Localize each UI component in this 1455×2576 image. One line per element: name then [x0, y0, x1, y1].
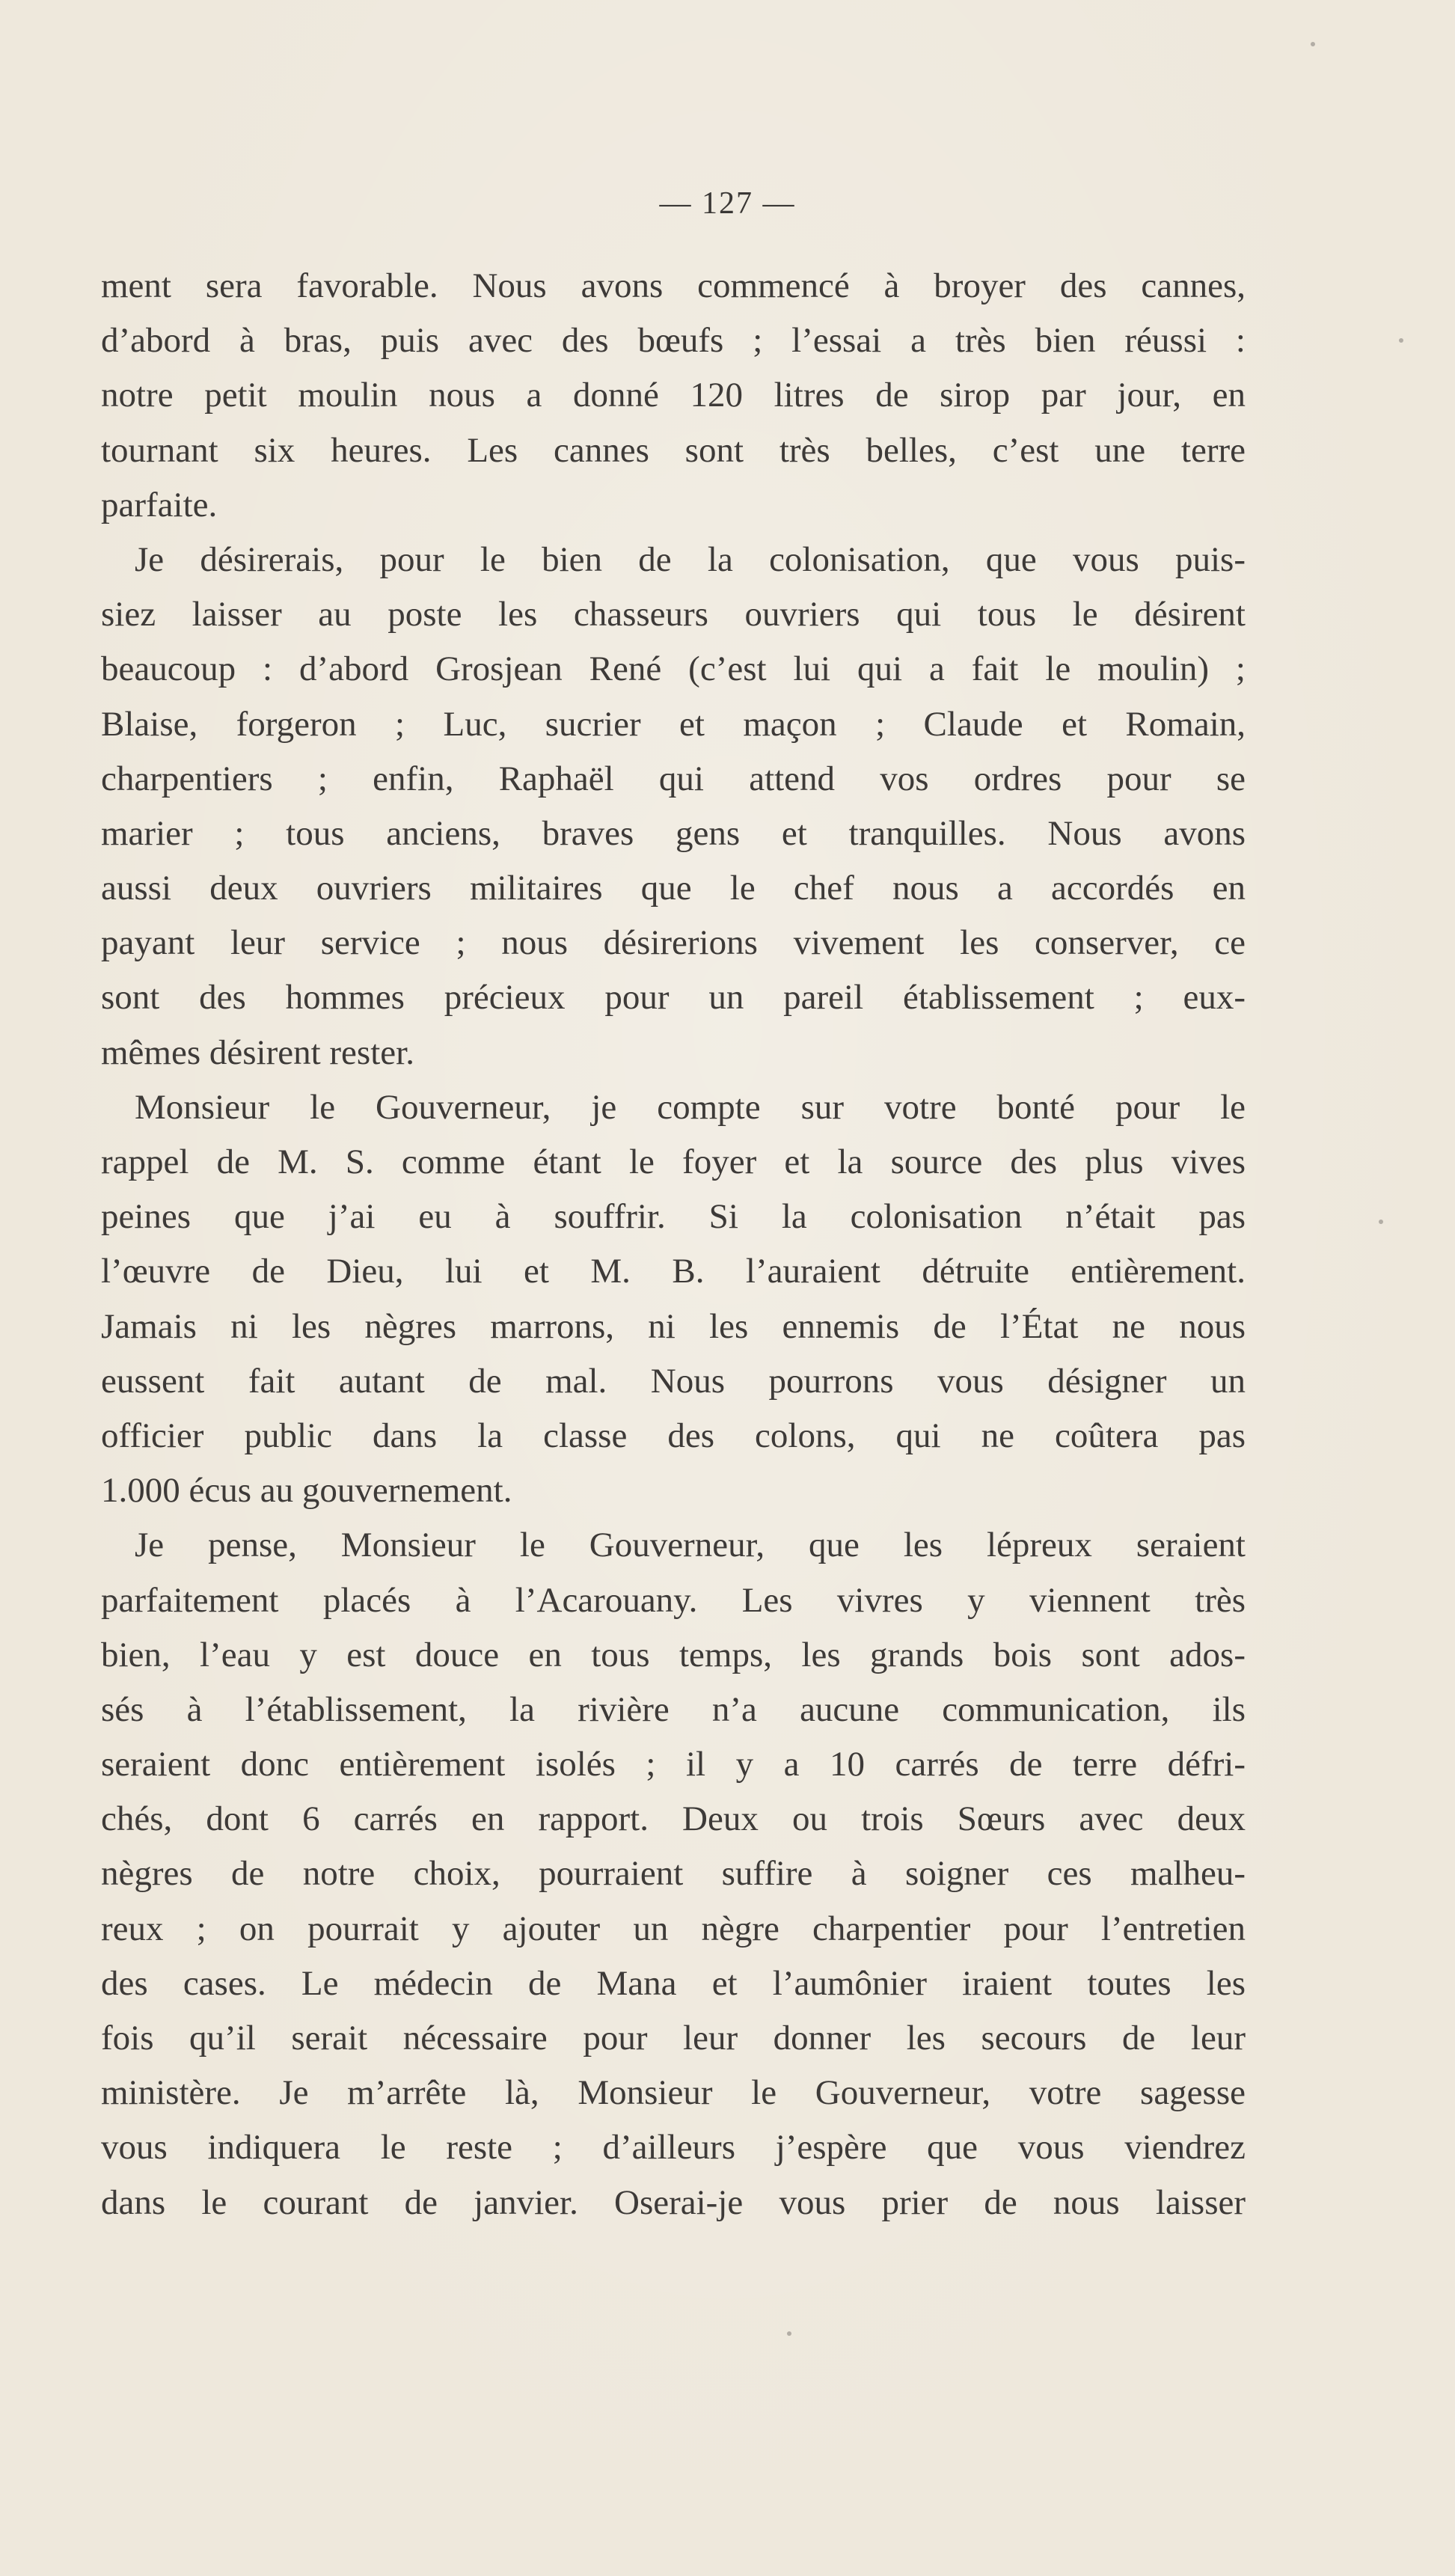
text-line: l’œuvre de Dieu, lui et M. B. l’auraient détruite entièrement.	[101, 1252, 1246, 1291]
text-line: sont des hommes précieux pour un pareil établissement ; eux-	[101, 978, 1246, 1018]
text-line: officier public dans la classe des colons, qui ne coûtera pas	[101, 1416, 1246, 1455]
paper-speck	[1399, 338, 1403, 343]
text-line: chés, dont 6 carrés en rapport. Deux ou trois Sœurs avec deux	[101, 1799, 1246, 1839]
text-line: nègres de notre choix, pourraient suffire à soigner ces malheu-	[101, 1854, 1246, 1894]
text-line: beaucoup : d’abord Grosjean René (c’est lui qui a fait le moulin) ;	[101, 649, 1246, 689]
text-line: d’abord à bras, puis avec des bœufs ; l’essai a très bien réussi :	[101, 321, 1246, 361]
text-line: eussent fait autant de mal. Nous pourrons vous désigner un	[101, 1361, 1246, 1401]
paragraph-start: Monsieur le Gouverneur, je compte sur votre bonté pour le	[135, 1087, 1246, 1127]
text-line: sés à l’établissement, la rivière n’a aucune communication, ils	[101, 1689, 1246, 1729]
text-line: marier ; tous anciens, braves gens et tranquilles. Nous avons	[101, 813, 1246, 853]
text-line: ministère. Je m’arrête là, Monsieur le Gouverneur, votre sagesse	[101, 2073, 1246, 2113]
text-line: mêmes désirent rester.	[101, 1032, 414, 1072]
text-line: parfaite.	[101, 485, 218, 524]
paper-speck	[1311, 42, 1315, 46]
paragraph-start: Je pense, Monsieur le Gouverneur, que les lépreux seraient	[135, 1526, 1246, 1565]
body-text	[101, 259, 1246, 2230]
text-line: peines que j’ai eu à souffrir. Si la colonisation n’était pas	[101, 1197, 1246, 1237]
text-line: tournant six heures. Les cannes sont très belles, c’est une terre	[101, 430, 1246, 470]
text-line: ment sera favorable. Nous avons commencé à broyer des cannes,	[101, 266, 1246, 305]
page-number: — 127 —	[659, 186, 796, 221]
text-line: fois qu’il serait nécessaire pour leur donner les secours de leur	[101, 2019, 1246, 2058]
text-line: charpentiers ; enfin, Raphaël qui attend vos ordres pour se	[101, 759, 1246, 798]
text-line: bien, l’eau y est douce en tous temps, les grands bois sont ados-	[101, 1635, 1246, 1674]
text-line: Blaise, forgeron ; Luc, sucrier et maçon ; Claude et Romain,	[101, 704, 1246, 744]
paper-speck	[1379, 1220, 1383, 1224]
text-line: aussi deux ouvriers militaires que le chef nous a accordés en	[101, 869, 1246, 908]
text-line: notre petit moulin nous a donné 120 litres de sirop par jour, en	[101, 376, 1246, 415]
text-line: siez laisser au poste les chasseurs ouvriers qui tous le désirent	[101, 595, 1246, 634]
text-line: vous indiquera le reste ; d’ailleurs j’espère que vous viendrez	[101, 2128, 1246, 2167]
text-line: 1.000 écus au gouvernement.	[101, 1471, 512, 1511]
text-line: parfaitement placés à l’Acarouany. Les vivres y viennent très	[101, 1580, 1246, 1620]
text-line: Jamais ni les nègres marrons, ni les ennemis de l’État ne nous	[101, 1306, 1246, 1346]
text-line: rappel de M. S. comme étant le foyer et la source des plus vives	[101, 1142, 1246, 1181]
text-line: payant leur service ; nous désirerions vivement les conserver, ce	[101, 923, 1246, 963]
text-line: seraient donc entièrement isolés ; il y a 10 carrés de terre défri-	[101, 1745, 1246, 1784]
paper-speck	[787, 2331, 791, 2336]
text-line: dans le courant de janvier. Oserai-je vous prier de nous laisser	[101, 2182, 1246, 2222]
paragraph-start: Je désirerais, pour le bien de la colonisation, que vous puis-	[135, 539, 1246, 579]
text-line: reux ; on pourrait y ajouter un nègre charpentier pour l’entretien	[101, 1909, 1246, 1948]
text-line: des cases. Le médecin de Mana et l’aumônier iraient toutes les	[101, 1963, 1246, 2003]
